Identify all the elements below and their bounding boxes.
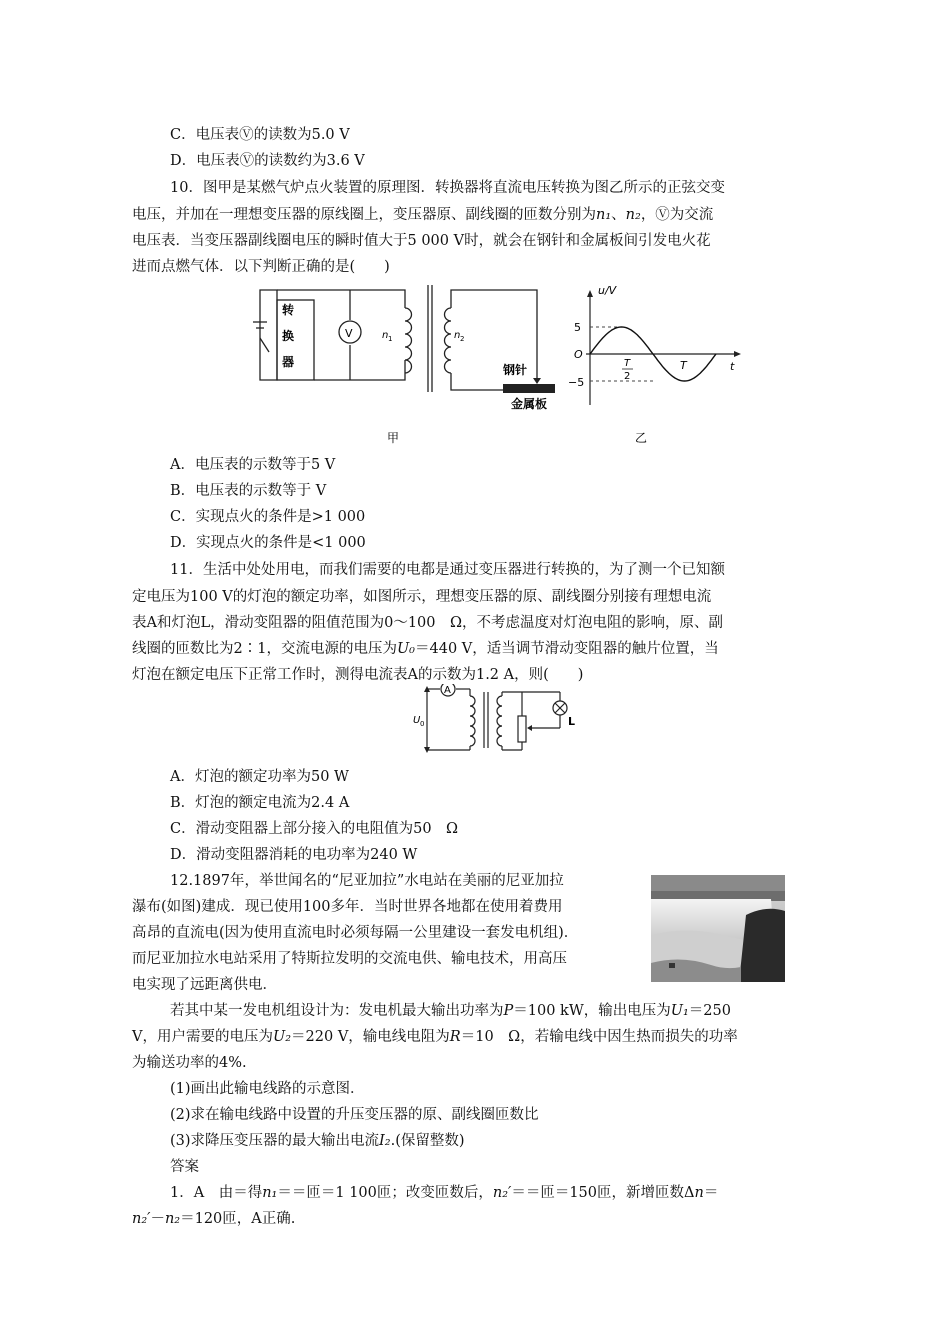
q12-para2-line-2: V，用户需要的电压为U₂＝220 V，输电线电阻为R＝10 Ω，若输电线中因生热而损失的功率 — [132, 1029, 738, 1045]
figure-jia-ignition-circuit — [245, 280, 575, 454]
source-label: U — [413, 715, 421, 726]
q10-stem-line-2: 电压，并加在一理想变压器的原线圈上，变压器原、副线圈的匝数分别为n₁、n₂，Ⓥ为交流 — [132, 207, 714, 223]
period-T-label: T — [680, 359, 687, 372]
answer-line-1: 1．A 由＝得n₁＝＝匝＝1 100匝；改变匝数后，n₂′＝＝匝＝150匝，新增匝数Δn＝ — [170, 1185, 719, 1201]
q10-stem-line-3: 电压表．当变压器副线圈电压的瞬时值大于5 000 V时，就会在钢针和金属板间引发电火花 — [132, 233, 711, 249]
q11-stem-line-4: 线圈的匝数比为2∶1，交流电源的电压为U₀＝440 V，适当调节滑动变阻器的触片位置，当 — [132, 641, 719, 657]
q12-stem-line-1: 12.1897年，举世闻名的“尼亚加拉”水电站在美丽的尼亚加拉 — [170, 873, 564, 889]
q10-option-a: A．电压表的示数等于5 V — [170, 457, 336, 473]
q12-stem-line-5: 电实现了远距离供电． — [132, 977, 277, 993]
q10-option-d: D．实现点火的条件是<1 000 — [170, 535, 366, 551]
q12-stem-line-2: 瀑布(如图)建成．现已使用100多年．当时世界各地都在使用着费用 — [132, 899, 563, 915]
q11-stem-line-3: 表A和灯泡L，滑动变阻器的阻值范围为0～100 Ω，不考虑温度对灯泡电阻的影响，原、副 — [132, 615, 724, 631]
converter-label-1: 转 — [282, 303, 295, 317]
figure-jia-caption: 甲 — [387, 431, 400, 445]
n2-label: n — [454, 330, 461, 341]
q12-para2-line-3: 为输送功率的4%. — [132, 1055, 247, 1071]
q12-stem-line-3: 高昂的直流电(因为使用直流电时必须每隔一公里建设一套发电机组)． — [132, 925, 579, 941]
half-T-num: T — [624, 358, 631, 369]
plate-label: 金属板 — [511, 397, 548, 411]
answer-line-2: n₂′－n₂＝120匝，A正确. — [132, 1211, 296, 1227]
figure-yi-caption: 乙 — [635, 431, 648, 445]
q12-sub-2: (2)求在输电线路中设置的升压变压器的原、副线圈匝数比 — [170, 1107, 539, 1123]
q10-stem-line-1: 10．图甲是某燃气炉点火装置的原理图．转换器将直流电压转换为图乙所示的正弦交变 — [170, 180, 725, 196]
half-T-den: 2 — [624, 371, 631, 382]
q11-option-b: B．灯泡的额定电流为2.4 A — [170, 795, 350, 811]
converter-label-3: 器 — [282, 355, 295, 369]
tick-neg5: −5 — [568, 376, 585, 389]
tick-5: 5 — [574, 321, 581, 334]
metal-plate — [503, 384, 555, 393]
q9-option-c: C．电压表Ⓥ的读数为5.0 V — [170, 127, 350, 143]
svg-text:2: 2 — [460, 335, 465, 343]
origin-label: O — [574, 348, 583, 361]
figure-yi-sine-wave — [560, 280, 750, 454]
q11-option-c: C．滑动变阻器上部分接入的电阻值为50 Ω — [170, 821, 459, 837]
q11-stem-line-5: 灯泡在额定电压下正常工作时，测得电流表A的示数为1.2 A，则( ) — [132, 667, 584, 683]
q9-option-d: D．电压表Ⓥ的读数约为3.6 V — [170, 153, 365, 169]
needle-tip-icon — [533, 378, 541, 384]
lamp-label: L — [568, 715, 576, 728]
q12-sub-1: (1)画出此输电线路的示意图． — [170, 1081, 365, 1097]
q12-para2-line-1: 若其中某一发电机组设计为：发电机最大输出功率为P＝100 kW，输出电压为U₁＝250 — [170, 1003, 731, 1019]
needle-label: 钢针 — [503, 363, 528, 377]
q10-stem-line-4: 进而点燃气体．以下判断正确的是( ) — [132, 259, 390, 275]
q11-stem-line-2: 定电压为100 V的灯泡的额定功率，如图所示，理想变压器的原、副线圈分别接有理想电流 — [132, 589, 712, 605]
q12-stem-line-4: 而尼亚加拉水电站采用了特斯拉发明的交流电供、输电技术，用高压 — [132, 951, 567, 967]
figure-q11-transformer-circuit — [410, 684, 585, 760]
y-axis-label: u/V — [598, 284, 617, 297]
q11-stem-line-1: 11．生活中处处用电，而我们需要的电都是通过变压器进行转换的，为了测一个已知额 — [170, 562, 725, 578]
q12-sub-3: (3)求降压变压器的最大输出电流I₂.(保留整数) — [170, 1133, 465, 1149]
voltmeter-label: V — [345, 327, 353, 340]
converter-label-2: 换 — [282, 329, 295, 343]
answer-title: 答案 — [170, 1159, 199, 1175]
ammeter-label: A — [444, 685, 451, 696]
svg-text:0: 0 — [420, 720, 425, 728]
x-axis-label: t — [730, 360, 735, 373]
niagara-falls-photo — [651, 875, 785, 982]
q10-option-c: C．实现点火的条件是>1 000 — [170, 509, 366, 525]
n1-label: n — [382, 330, 389, 341]
q11-option-a: A．灯泡的额定功率为50 W — [170, 769, 349, 785]
q11-option-d: D．滑动变阻器消耗的电功率为240 W — [170, 847, 418, 863]
svg-text:1: 1 — [388, 335, 393, 343]
q10-option-b: B．电压表的示数等于 V — [170, 483, 327, 499]
